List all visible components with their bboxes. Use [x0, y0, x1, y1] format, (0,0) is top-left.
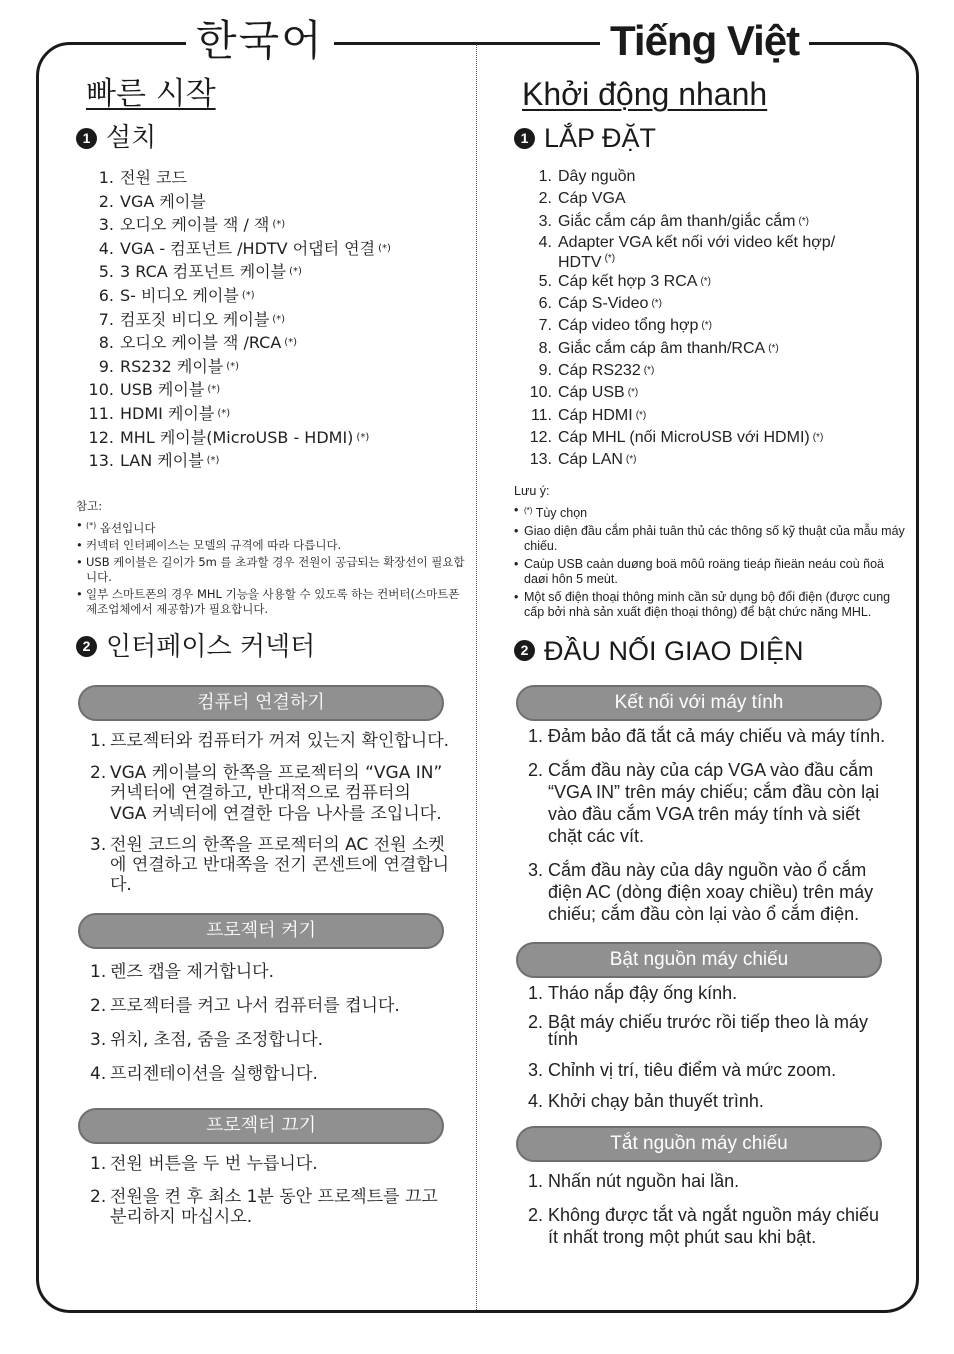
list-item: 5. Cáp kết hợp 3 RCA (*): [514, 271, 910, 293]
language-title-vietnamese: Tiếng Việt: [600, 14, 809, 68]
optional-mark: (*): [272, 219, 286, 231]
optional-mark: (*): [206, 455, 220, 467]
list-item: 3. 오디오 케이블 잭 / 잭 (*): [76, 213, 472, 237]
install-title: 설치: [106, 123, 157, 153]
install-title: LẮP ĐẶT: [544, 123, 657, 153]
install-section-title: [514, 120, 910, 156]
optional-mark: (*): [284, 337, 298, 349]
optional-mark: (*): [651, 298, 662, 310]
list-item: 1. 전원 코드: [98, 168, 187, 187]
optional-mark: (*): [272, 313, 286, 325]
number-bullet-icon: 1: [76, 128, 97, 149]
list-item: 6. S- 비디오 케이블 (*): [76, 284, 472, 308]
list-item: 3. Giắc cắm cáp âm thanh/giắc cắm (*): [514, 211, 910, 233]
list-item: 4. VGA - 컴포넌트 /HDTV 어댑터 연결 (*): [76, 237, 472, 261]
package-contents-list: [76, 166, 472, 473]
list-item: 11. HDMI 케이블 (*): [76, 402, 472, 426]
list-item: 6. Cáp S-Video (*): [514, 293, 910, 315]
notes-block: [514, 484, 910, 621]
step-item: 2. Cắm đầu này của cáp VGA vào đầu cắm “VGA IN” trên máy chiếu; cắm đầu còn lại vào đầu cắm VGA trên máy tính và siết chặt các vít.: [528, 759, 880, 846]
step-item: 3. 위치, 초점, 줌을 조정합니다.: [90, 1030, 324, 1051]
power-off-banner: Tắt nguồn máy chiếu: [516, 1126, 882, 1162]
power-off-steps: [90, 1154, 450, 1227]
note-item: • Một số điện thoại thông minh cần sử dụng bộ đổi điện (được cung cấp bởi nhà sản xuất điện thoại thông) để bật chức năng MHL.: [514, 590, 910, 621]
number-bullet-icon: 2: [514, 640, 535, 661]
list-item: 10. Cáp USB (*): [514, 382, 910, 404]
list-item: 9. RS232 케이블 (*): [76, 355, 472, 379]
note-item: • 일부 스마트폰의 경우 MHL 기능을 사용할 수 있도록 하는 컨버터(스마트폰 제조업체에서 제공함)가 필요합니다.: [76, 587, 472, 617]
step-item: 4. Khởi chạy bản thuyết trình.: [528, 1090, 764, 1111]
list-item: 13. Cáp LAN (*): [514, 449, 910, 471]
interface-section-title: [514, 633, 910, 669]
list-item: 8. 오디오 케이블 잭 /RCA (*): [76, 331, 472, 355]
optional-mark: (*): [378, 242, 391, 254]
optional-mark: (*): [226, 360, 240, 372]
connect-computer-banner: 컴퓨터 연결하기: [78, 685, 444, 721]
notes-title: 참고:: [76, 498, 103, 513]
step-item: 4. 프리젠테이션을 실행합니다.: [90, 1064, 318, 1085]
list-item: 1. Dây nguồn: [538, 168, 636, 185]
list-item: 7. 컴포짓 비디오 케이블 (*): [76, 308, 472, 332]
list-item: 8. Giắc cắm cáp âm thanh/RCA (*): [514, 338, 910, 360]
step-item: 1. Đảm bảo đã tắt cả máy chiếu và máy tính.: [528, 725, 886, 746]
note-item: • (*) 옵션입니다: [76, 518, 472, 536]
step-item: 2. VGA 케이블의 한쪽을 프로젝터의 “VGA IN” 커넥터에 연결하고, 반대적으로 컴퓨터의 VGA 커넥터에 연결한 다음 나사를 조입니다.: [90, 762, 443, 824]
step-item: 1. Nhấn nút nguồn hai lần.: [528, 1170, 740, 1191]
quick-start-heading: Khởi động nhanh: [522, 76, 768, 112]
quick-start-heading: 빠른 시작: [86, 76, 216, 112]
note-item: • 커넥터 인터페이스는 모델의 규격에 따라 다릅니다.: [76, 538, 472, 553]
connect-computer-banner: Kết nối với máy tính: [516, 685, 882, 721]
optional-mark: (*): [643, 365, 655, 377]
list-item: 4. Adapter VGA kết nối với video kết hợp/ HDTV (*): [538, 233, 836, 271]
step-item: 2. 전원을 켠 후 최소 1분 동안 프로젝트를 끄고 분리하지 마십시오.: [90, 1187, 438, 1228]
optional-mark: (*): [625, 454, 637, 466]
language-title-korean: 한국어: [186, 14, 334, 68]
optional-mark: (*): [241, 289, 255, 301]
power-on-steps: [90, 955, 450, 1091]
step-item: 3. 전원 코드의 한쪽을 프로젝터의 AC 전원 소켓에 연결하고 반대쪽을 전기 콘센트에 연결합니다.: [90, 835, 450, 896]
optional-mark: (*): [217, 407, 231, 419]
power-off-steps: [528, 1170, 888, 1248]
power-on-steps: [528, 982, 888, 1112]
optional-mark: (*): [700, 275, 712, 287]
korean-column: [76, 72, 472, 1227]
optional-mark: (*): [207, 384, 221, 396]
optional-mark: (*): [768, 342, 779, 354]
interface-section-title: [76, 629, 472, 665]
list-item: 10. USB 케이블 (*): [76, 378, 472, 402]
list-item: 5. 3 RCA 컴포넌트 케이블 (*): [76, 260, 472, 284]
optional-mark: (*): [289, 266, 302, 278]
interface-title: 인터페이스 커넥터: [106, 631, 316, 662]
note-item: • Caùp USB caàn duøng boä môû roäng tieáp ñieän neáu coù ñoä daøi hôn 5 meùt.: [514, 557, 910, 588]
note-item: • Giao diện đầu cắm phải tuân thủ các thông số kỹ thuật của mẫu máy chiếu.: [514, 524, 910, 555]
list-item: 2. VGA 케이블: [98, 191, 206, 211]
list-item: 12. Cáp MHL (nối MicroUSB với HDMI) (*): [514, 427, 910, 449]
optional-mark: (*): [524, 506, 533, 516]
package-contents-list: [514, 166, 910, 472]
interface-title: ĐẦU NỐI GIAO DIỆN: [544, 635, 804, 666]
install-section-title: [76, 120, 472, 156]
step-item: 3. Chỉnh vị trí, tiêu điểm và mức zoom.: [528, 1059, 837, 1080]
step-item: 2. Bật máy chiếu trước rồi tiếp theo là máy tính: [528, 1011, 868, 1049]
note-item: • (*) Tùy chọn: [514, 503, 910, 522]
optional-mark: (*): [604, 252, 616, 264]
number-bullet-icon: 2: [76, 636, 97, 657]
step-item: 1. 프로젝터와 컴퓨터가 꺼져 있는지 확인합니다.: [90, 730, 450, 751]
step-item: 2. Không được tắt và ngắt nguồn máy chiếu ít nhất trong một phút sau khi bật.: [528, 1204, 880, 1247]
optional-mark: (*): [635, 409, 647, 421]
note-item: • USB 케이블은 길이가 5m 를 초과할 경우 전원이 공급되는 확장선이 필요합니다.: [76, 555, 472, 585]
list-item: 13. LAN 케이블 (*): [76, 449, 472, 473]
connect-steps: [90, 731, 450, 896]
list-item: 2. Cáp VGA: [538, 190, 626, 208]
number-bullet-icon: 1: [514, 128, 535, 149]
optional-mark: (*): [701, 320, 712, 332]
optional-mark: (*): [627, 387, 639, 399]
column-divider: [476, 44, 477, 1310]
list-item: 7. Cáp video tổng hợp (*): [514, 315, 910, 337]
power-off-banner: 프로젝터 끄기: [78, 1108, 444, 1144]
notes-title: Lưu ý:: [514, 483, 550, 498]
step-item: 1. Tháo nắp đậy ống kính.: [528, 982, 738, 1003]
optional-mark: (*): [356, 431, 370, 443]
step-item: 1. 전원 버튼을 두 번 누릅니다.: [90, 1154, 318, 1175]
list-item: 11. Cáp HDMI (*): [514, 405, 910, 427]
connect-steps: [528, 725, 888, 925]
step-item: 3. Cắm đầu này của dây nguồn vào ổ cắm điện AC (dòng điện xoay chiều) trên máy chiếu; cắm đầu còn lại vào ổ cắm điện.: [528, 859, 874, 924]
optional-mark: (*): [86, 520, 97, 530]
vietnamese-column: [514, 72, 910, 1248]
optional-mark: (*): [798, 215, 809, 227]
step-item: 1. 렌즈 캡을 제거합니다.: [90, 962, 275, 983]
power-on-banner: 프로젝터 켜기: [78, 913, 444, 949]
optional-mark: (*): [812, 431, 824, 443]
list-item: 12. MHL 케이블(MicroUSB - HDMI) (*): [76, 426, 472, 450]
step-item: 2. 프로젝터를 켜고 나서 컴퓨터를 켭니다.: [90, 996, 400, 1017]
power-on-banner: Bật nguồn máy chiếu: [516, 942, 882, 978]
notes-block: [76, 499, 472, 617]
list-item: 9. Cáp RS232 (*): [514, 360, 910, 382]
